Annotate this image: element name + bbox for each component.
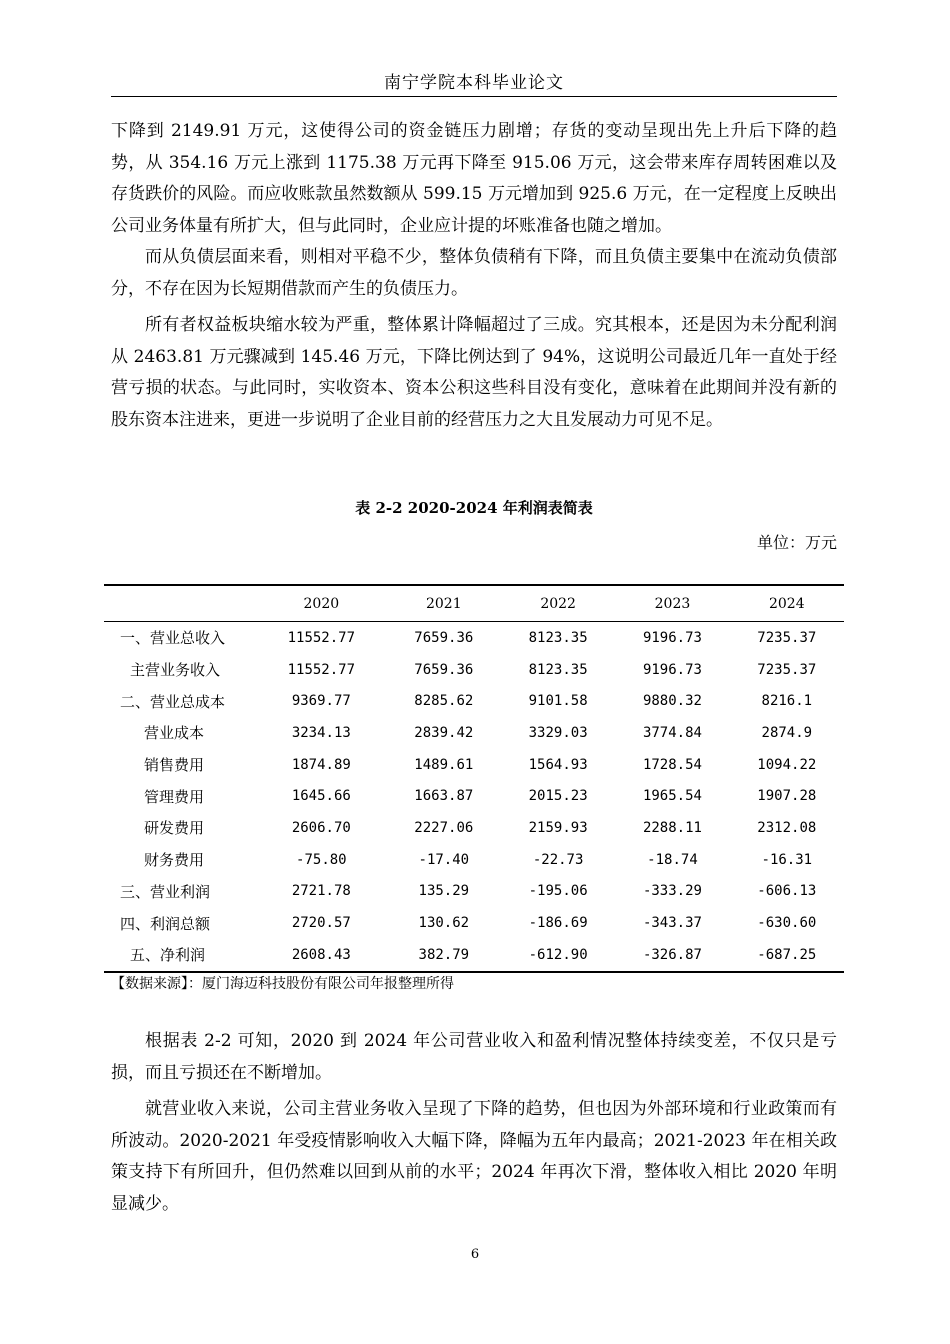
table-row [104, 812, 844, 844]
table-row [104, 780, 844, 812]
body-paragraph: 根据表 2-2 可知，2020 到 2024 年公司营业收入和盈利情况整体持续变差，不仅只是亏损，而且亏损还在不断增加。 [111, 1031, 837, 1083]
table-cell: 2608.43 [291, 946, 351, 963]
body-paragraph: 而从负债层面来看，则相对平稳不少，整体负债稍有下降，而且负债主要集中在流动负债部分，不存在因为长短期借款而产生的负债压力。 [111, 247, 837, 299]
table-cell: 2839.42 [414, 724, 474, 741]
column-header: 2022 [540, 595, 576, 612]
column-header: 2020 [303, 595, 340, 612]
table-cell: -18.74 [647, 851, 698, 868]
table-cell: 8123.35 [528, 629, 588, 646]
table-cell: -343.37 [642, 915, 702, 932]
table-cell: 1874.89 [291, 756, 351, 773]
table-cell: 1564.93 [528, 756, 588, 773]
table-cell: 9101.58 [528, 693, 588, 710]
table-cell: 7235.37 [757, 661, 817, 678]
row-label: 四、利润总额 [120, 914, 211, 933]
row-label: 主营业务收入 [130, 661, 221, 680]
body-paragraph: 所有者权益板块缩水较为严重，整体累计降幅超过了三成。究其根本，还是因为未分配利润从 2463.81 万元骤减到 145.46 万元，下降比例达到了 94%，这说明公司最近几年一直处于经营亏损的状态。与此同时，实收资本、资本公积这些科目没有变化，意味着在此期间并没有新的股东资本注进来，更进一步说明了企业目前的经营压力之大且发展动力可见不足。 [111, 315, 837, 430]
table-cell: -326.87 [642, 946, 702, 963]
table-cell: 1663.87 [414, 788, 474, 805]
body-paragraph: 就营业收入来说，公司主营业务收入呈现了下降的趋势，但也因为外部环境和行业政策而有所波动。2020-2021 年受疫情影响收入大幅下降，降幅为五年内最高；2021-2023 年在相关政策支持下有所回升，但仍然难以回到从前的水平；2024 年再次下滑，整体收入相比 2020 年明显减少。 [111, 1099, 837, 1214]
table-cell: 7659.36 [414, 661, 474, 678]
table-cell: 2227.06 [414, 819, 474, 836]
body-paragraph: 下降到 2149.91 万元，这使得公司的资金链压力剧增；存货的变动呈现出先上升后下降的趋势，从 354.16 万元上涨到 1175.38 万元再下降至 915.06 万元，这会带来库存周转困难以及存货跌价的风险。而应收账款虽然数额从 599.15 万元增加到 925.6 万元，在一定程度上反映出公司业务体量有所扩大，但与此同时，企业应计提的坏账准备也随之增加。 [111, 121, 837, 236]
table-caption: 表 2-2 2020-2024 年利润表简表 [355, 499, 593, 517]
row-label: 管理费用 [144, 787, 205, 806]
table-cell: 1489.61 [414, 756, 474, 773]
table-cell: -333.29 [642, 883, 702, 900]
table-cell: 9196.73 [642, 661, 702, 678]
row-label: 一、营业总收入 [120, 629, 226, 648]
table-cell: -612.90 [528, 946, 588, 963]
table-cell: -22.73 [532, 851, 584, 868]
row-label: 五、净利润 [130, 946, 206, 965]
column-header: 2024 [768, 595, 805, 612]
column-header: 2023 [654, 595, 691, 612]
table-cell: -687.25 [757, 946, 817, 963]
row-label: 二、营业总成本 [120, 692, 226, 711]
table-cell: -186.69 [528, 915, 588, 932]
table-row [104, 876, 844, 908]
table-row [104, 907, 844, 939]
row-label: 财务费用 [144, 851, 205, 870]
table-cell: 1907.28 [757, 788, 817, 805]
table-cell: 2015.23 [528, 788, 588, 805]
table-cell: 2721.78 [291, 883, 351, 900]
table-cell: 2312.08 [757, 819, 817, 836]
table-cell: 8123.35 [528, 661, 588, 678]
table-header-row [104, 585, 844, 622]
table-cell: 135.29 [418, 883, 470, 900]
table-cell: 9196.73 [642, 629, 702, 646]
table-cell: 8285.62 [414, 693, 474, 710]
table-cell: 2159.93 [528, 819, 588, 836]
running-header: 南宁学院本科毕业论文 [384, 73, 564, 93]
income-statement-table [104, 584, 844, 973]
table-row [104, 749, 844, 781]
table-row [104, 939, 844, 972]
table-row [104, 685, 844, 717]
table-cell: 11552.77 [287, 629, 356, 646]
table-row [104, 654, 844, 686]
table-cell: 8216.1 [761, 693, 813, 710]
table-cell: -17.40 [418, 851, 470, 868]
table-row [104, 622, 844, 654]
table-row [104, 717, 844, 749]
table-row [104, 844, 844, 876]
table-cell: -606.13 [757, 883, 817, 900]
header-rule [111, 96, 837, 97]
table-cell: 2720.57 [291, 915, 351, 932]
table-cell: 9369.77 [291, 693, 351, 710]
table-cell: 1965.54 [642, 788, 702, 805]
table-cell: 382.79 [418, 946, 470, 963]
table-unit: 单位：万元 [756, 533, 837, 552]
table-cell: 7659.36 [414, 629, 474, 646]
row-label: 研发费用 [144, 819, 205, 838]
table-cell: 3774.84 [642, 724, 702, 741]
table-cell: 1645.66 [291, 788, 351, 805]
table-cell: 3329.03 [528, 724, 588, 741]
table-cell: -75.80 [296, 851, 347, 868]
table-cell: 1094.22 [757, 756, 817, 773]
table-cell: -16.31 [761, 851, 813, 868]
table-cell: -195.06 [528, 883, 588, 900]
column-header [104, 585, 256, 622]
table-cell: -630.60 [757, 915, 817, 932]
page-number: 6 [470, 1247, 480, 1262]
table-cell: 2606.70 [291, 819, 351, 836]
row-label: 三、营业利润 [120, 882, 211, 901]
table-cell: 11552.77 [287, 661, 356, 678]
column-header: 2021 [425, 595, 462, 612]
table-cell: 3234.13 [291, 724, 351, 741]
table-source-note: 【数据来源】：厦门海迈科技股份有限公司年报整理所得 [111, 976, 454, 992]
table-cell: 2874.9 [761, 724, 813, 741]
table-cell: 130.62 [418, 915, 470, 932]
table-cell: 1728.54 [642, 756, 702, 773]
row-label: 营业成本 [144, 724, 205, 743]
table-cell: 9880.32 [642, 693, 702, 710]
row-label: 销售费用 [144, 756, 205, 775]
table-cell: 7235.37 [757, 629, 817, 646]
table-cell: 2288.11 [642, 819, 702, 836]
